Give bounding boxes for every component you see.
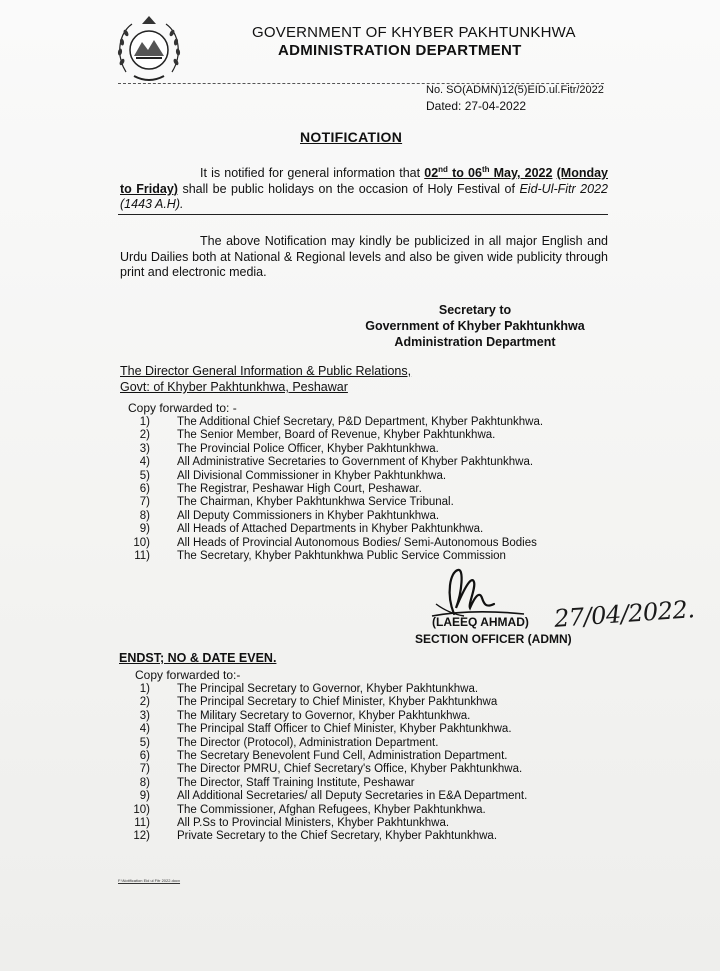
list-item xyxy=(100,550,543,563)
list-item-number: 3) xyxy=(139,709,150,722)
list-item-text: The Military Secretary to Governor, Khyber Pakhtunkhwa. xyxy=(177,709,471,722)
list-item xyxy=(100,723,527,736)
government-title: GOVERNMENT OF KHYBER PAKHTUNKHWA xyxy=(252,24,576,41)
list-item-number: 8) xyxy=(139,776,150,789)
list-item-text: All Deputy Commissioners in Khyber Pakhtunkhwa. xyxy=(177,509,440,522)
list-item-text: The Principal Staff Officer to Chief Minister, Khyber Pakhtunkhwa. xyxy=(177,723,512,736)
list-item xyxy=(100,470,543,483)
list-item xyxy=(100,683,527,696)
list-item-text: All Heads of Provincial Autonomous Bodies/ Semi-Autonomous Bodies xyxy=(177,536,537,549)
list-item-number: 2) xyxy=(139,696,150,709)
officer-title: SECTION OFFICER (ADMN) xyxy=(415,632,572,646)
officer-name: (LAEEQ AHMAD) xyxy=(432,615,529,629)
list-item-number: 1) xyxy=(139,416,150,428)
list-item-text: The Additional Chief Secretary, P&D Department, Khyber Pakhtunkhwa. xyxy=(177,416,544,428)
list-item xyxy=(100,763,527,776)
list-item-number: 10) xyxy=(133,536,150,549)
list-item-number: 11) xyxy=(134,817,150,830)
secretary-signature-block: Secretary to Government of Khyber Pakhtunkhwa Administration Department xyxy=(365,303,585,349)
list-item-number: 2) xyxy=(139,429,150,442)
list-item xyxy=(100,496,543,509)
list-item-text: All P.Ss to Provincial Ministers, Khyber Pakhtunkhwa. xyxy=(177,817,450,830)
list-item xyxy=(100,710,527,723)
list-item xyxy=(100,696,527,709)
list-item-number: 7) xyxy=(139,496,150,509)
list-item xyxy=(100,456,543,469)
file-reference-footer: F:\Notification Eid ul Fitr 2022.docx xyxy=(118,878,181,883)
notification-heading: NOTIFICATION xyxy=(300,129,403,145)
list-item xyxy=(100,510,543,523)
list-item-text: The Senior Member, Board of Revenue, Khyber Pakhtunkhwa. xyxy=(177,429,496,442)
list-item-number: 9) xyxy=(139,790,150,803)
list-item-number: 3) xyxy=(139,442,150,455)
list-item-text: The Director (Protocol), Administration Department. xyxy=(177,736,439,749)
list-item-text: The Secretary Benevolent Fund Cell, Administration Department. xyxy=(177,750,508,763)
list-item-text: The Director PMRU, Chief Secretary's Office, Khyber Pakhtunkhwa. xyxy=(177,763,523,776)
list-item xyxy=(100,750,527,763)
handwritten-signature xyxy=(424,564,534,620)
kp-government-emblem-icon xyxy=(112,12,186,86)
list-item xyxy=(100,817,527,830)
addressee-block: The Director General Information & Public Relations, Govt: of Khyber Pakhtunkhwa, Peshawar xyxy=(120,364,412,394)
list-item xyxy=(100,737,527,750)
list-item xyxy=(100,830,527,843)
list-item-text: The Registrar, Peshawar High Court, Peshawar. xyxy=(177,483,422,496)
list-item xyxy=(100,443,543,456)
list-item-text: All Administrative Secretaries to Government of Khyber Pakhtunkhwa. xyxy=(177,456,534,469)
list-item-number: 1) xyxy=(139,683,150,695)
list-item-text: The Principal Secretary to Governor, Khyber Pakhtunkhwa. xyxy=(177,683,479,695)
list-item-number: 11) xyxy=(134,550,150,563)
list-item-number: 9) xyxy=(139,523,150,536)
notification-paragraph: It is notified for general information that 02nd to 06th May, 2022 (Monday to Friday) shall be public holidays on the occasion of Holy Festival of Eid-Ul-Fitr 2022 (1443 A.H). xyxy=(120,165,609,212)
list-item xyxy=(100,416,543,429)
list-item-number: 6) xyxy=(139,483,150,496)
reference-date: Dated: 27-04-2022 xyxy=(426,99,527,113)
list-item xyxy=(100,537,543,550)
list-item xyxy=(100,777,527,790)
endorsement-heading: ENDST; NO & DATE EVEN. xyxy=(119,651,277,665)
list-item-number: 8) xyxy=(139,509,150,522)
list-item xyxy=(100,804,527,817)
copy-forwarded-list xyxy=(100,416,543,563)
list-item-text: All Additional Secretaries/ all Deputy Secretaries in E&A Department. xyxy=(177,790,528,803)
list-item xyxy=(100,483,543,496)
list-item-text: All Heads of Attached Departments in Khyber Pakhtunkhwa. xyxy=(177,523,484,536)
endorsement-copy-label: Copy forwarded to:- xyxy=(135,668,241,682)
list-item-text: All Divisional Commissioner in Khyber Pakhtunkhwa. xyxy=(177,469,447,482)
list-item-text: The Commissioner, Afghan Refugees, Khyber Pakhtunkhwa. xyxy=(177,803,486,816)
copy-forwarded-label: Copy forwarded to: - xyxy=(128,401,237,415)
list-item xyxy=(100,429,543,442)
publicity-paragraph: The above Notification may kindly be publicized in all major English and Urdu Dailies both at National & Regional levels and also be given wide publicity through print and electronic media. xyxy=(120,234,608,279)
list-item-text: The Director, Staff Training Institute, Peshawar xyxy=(177,776,415,789)
list-item-number: 4) xyxy=(139,723,150,736)
list-item-number: 5) xyxy=(139,736,150,749)
section-divider xyxy=(118,214,608,215)
list-item-number: 6) xyxy=(139,750,150,763)
list-item-number: 12) xyxy=(133,830,150,843)
department-title: ADMINISTRATION DEPARTMENT xyxy=(278,42,522,59)
list-item-text: The Chairman, Khyber Pakhtunkhwa Service Tribunal. xyxy=(177,496,454,509)
reference-number: No. SO(ADMN)12(5)EID.ul.Fitr/2022 xyxy=(426,84,604,96)
list-item-text: The Secretary, Khyber Pakhtunkhwa Public Service Commission xyxy=(177,550,506,563)
endorsement-copy-list xyxy=(100,683,527,844)
list-item-number: 4) xyxy=(139,456,150,469)
list-item-text: Private Secretary to the Chief Secretary, Khyber Pakhtunkhwa. xyxy=(177,830,498,843)
list-item-text: The Provincial Police Officer, Khyber Pakhtunkhwa. xyxy=(177,442,439,455)
list-item-text: The Principal Secretary to Chief Minister, Khyber Pakhtunkhwa xyxy=(177,696,498,709)
handwritten-date: 27/04/2022. xyxy=(553,595,696,633)
list-item xyxy=(100,790,527,803)
list-item xyxy=(100,523,543,536)
list-item-number: 7) xyxy=(139,763,150,776)
list-item-number: 10) xyxy=(133,803,150,816)
list-item-number: 5) xyxy=(139,469,150,482)
